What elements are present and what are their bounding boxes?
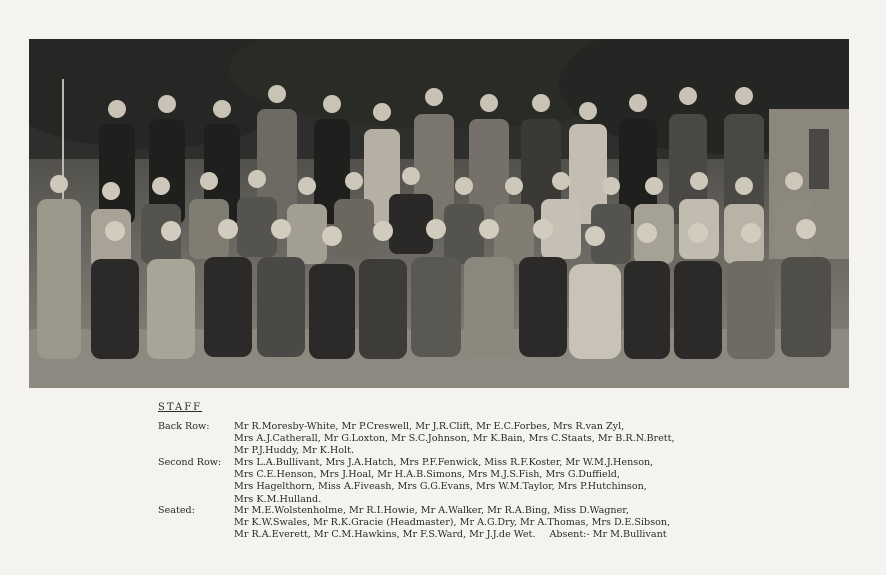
staff-heading: STAFF — [158, 402, 203, 413]
row-names — [234, 505, 754, 542]
names-line: Mr P.J.Huddy, Mr K.Holt. — [234, 445, 355, 457]
absent-note: Absent:- Mr M.Bullivant — [549, 529, 667, 541]
row-label: Second Row: — [158, 457, 222, 468]
row-names — [234, 457, 754, 506]
staff-photo-illustration — [29, 39, 849, 388]
row-label: Back Row: — [158, 421, 210, 432]
names-line: Mrs Hagelthorn, Miss A.Fiveash, Mrs G.G.Evans, Mrs W.M.Taylor, Mrs P.Hutchinson, — [234, 481, 647, 493]
names-line: Mrs L.A.Bullivant, Mrs J.A.Hatch, Mrs P.F.Fenwick, Miss R.F.Koster, Mr W.M.J.Henson, — [234, 457, 654, 468]
staff-photograph — [29, 39, 849, 388]
names-line: Mrs A.J.Catherall, Mr G.Loxton, Mr S.C.Johnson, Mr K.Bain, Mrs C.Staats, Mr B.R.N.Brett, — [234, 433, 675, 445]
row-names — [234, 421, 754, 458]
names-text: Mr R.A.Everett, Mr C.M.Hawkins, Mr F.S.Ward, Mr J.J.de Wet. — [234, 529, 536, 541]
names-line: Mr M.E.Wolstenholme, Mr R.I.Howie, Mr A.Walker, Mr R.A.Bing, Miss D.Wagner, — [234, 505, 629, 516]
names-line: Mrs K.M.Hulland. — [234, 493, 322, 505]
names-line: Mr K.W.Swales, Mr R.K.Gracie (Headmaster), Mr A.G.Dry, Mr A.Thomas, Mrs D.E.Sibson, — [234, 517, 671, 529]
names-line — [234, 529, 754, 541]
names-line: Mr R.Moresby-White, Mr P.Creswell, Mr J.R.Clift, Mr E.C.Forbes, Mrs R.van Zyl, — [234, 421, 625, 432]
names-line: Mrs C.E.Henson, Mrs J.Hoal, Mr H.A.B.Simons, Mrs M.J.S.Fish, Mrs G.Duffield, — [234, 469, 620, 481]
row-label: Seated: — [158, 505, 195, 516]
